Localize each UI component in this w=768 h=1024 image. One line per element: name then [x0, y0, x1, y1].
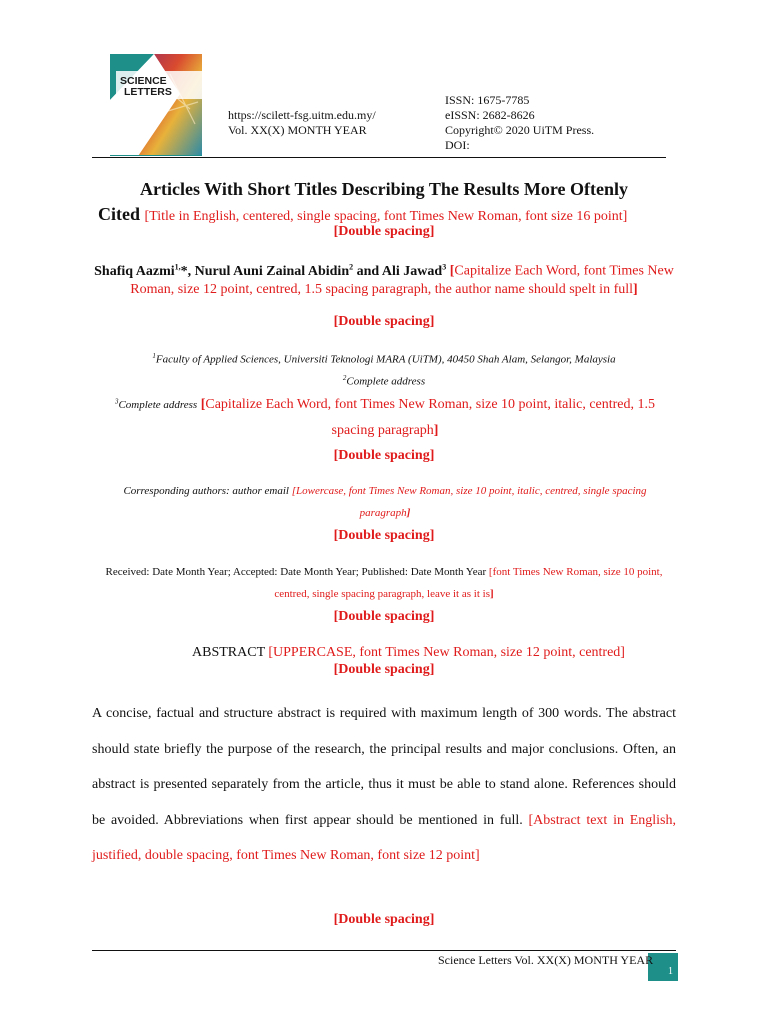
double-spacing-2: [Double spacing] — [333, 314, 435, 329]
authors-instruction: Capitalize Each Word, font Times New Roman, size 12 point, centred, 1.5 spacing paragraph, the author name should spelt in full — [130, 263, 674, 297]
author-3: Ali Jawad — [381, 263, 443, 279]
logo-text-line2: LETTERS — [124, 86, 172, 98]
abstract-body: A concise, factual and structure abstract is required with maximum length of 300 words. The abstract should state briefly the purpose of the research, the principal results and major conclusions. Often, an abstract is presented separately from the article, thus it must be able to stand alone. References should be avoided. Abbreviations when first appear should be mentioned in full. [Abstract text in English, justified, double spacing, font Times New Roman, font size 12 point] — [92, 706, 676, 864]
article-title — [92, 177, 676, 229]
footer-journal: Science Letters Vol. XX(X) MONTH YEAR — [438, 953, 654, 967]
double-spacing-7: [Double spacing] — [333, 912, 435, 927]
doi: DOI: — [445, 138, 470, 152]
affiliation-1: $^1$Faculty of Applied Sciences, Universiti Teknologi MARA (UiTM), 40450 Shah Alam, Selangor, Malaysia — [152, 352, 616, 366]
affiliation-3: $^3$Complete address [Capitalize Each Word, font Times New Roman, size 10 point, italic, centred, 1.5 spacing paragraph] — [114, 397, 656, 438]
journal-url[interactable]: https://scilett-fsg.uitm.edu.my/ — [228, 108, 376, 122]
abstract-heading-instruction: [UPPERCASE, font Times New Roman, size 12 point, centred] — [264, 645, 625, 660]
copyright: Copyright© 2020 UiTM Press. — [445, 123, 595, 137]
double-spacing-3: [Double spacing] — [333, 448, 435, 463]
dates-line: Received: Date Month Year; Accepted: Date Month Year; Published: Date Month Year [font Times New Roman, size 10 point, centred, single spacing paragraph, leave it as it is] — [105, 566, 663, 600]
double-spacing-6: [Double spacing] — [333, 662, 435, 677]
double-spacing-4: [Double spacing] — [333, 528, 435, 543]
authors-block: Shafiq Aazmi$^{1,}$*, Nurul Auni Zainal Abidin$^2$ and Ali Jawad$^3$ [Capitalize Each Word, font Times New Roman, size 12 point, centred, 1.5 spacing paragraph, the author name should spelt in full] — [94, 262, 674, 297]
corresponding-instruction: [Lowercase, font Times New Roman, size 10 point, italic, centred, single spacing paragraph — [291, 485, 647, 519]
issn: ISSN: 1675-7785 — [445, 93, 530, 107]
logo-text-line1: SCIENCE — [120, 75, 167, 87]
dates-instruction: [font Times New Roman, size 10 point, centred, single spacing paragraph, leave it as it is — [274, 566, 663, 600]
abstract-heading: ABSTRACT [UPPERCASE, font Times New Roman, size 12 point, centred] — [192, 645, 625, 660]
corresponding-author: Corresponding authors: author email [Lowercase, font Times New Roman, size 10 point, italic, centred, single spacing paragraph] — [123, 485, 647, 519]
abstract-body-instruction: [Abstract text in English, justified, double spacing, font Times New Roman, font size 12 point] — [92, 812, 676, 864]
footer-divider — [92, 950, 676, 951]
eissn: eISSN: 2682-8626 — [445, 108, 535, 122]
author-2: Nurul Auni Zainal Abidin — [194, 263, 350, 279]
journal-volume: Vol. XX(X) MONTH YEAR — [228, 123, 367, 137]
affiliation-instruction: Capitalize Each Word, font Times New Roman, size 10 point, italic, centred, 1.5 spacing paragraph — [205, 397, 656, 438]
header-right — [445, 93, 594, 153]
title-instruction: [Title in English, centered, single spacing, font Times New Roman, font size 16 point] — [144, 209, 628, 224]
title-line1: Articles With Short Titles Describing The Results More Oftenly — [140, 179, 628, 199]
author-1: Shafiq Aazmi$^{1,}$*, Nurul Auni Zainal Abidin$^2$ and Ali Jawad$^3$ — [94, 262, 447, 279]
double-spacing-5: [Double spacing] — [333, 609, 435, 624]
journal-logo — [110, 54, 202, 156]
header-divider — [92, 157, 666, 158]
affiliation-2: $^2$Complete address — [342, 374, 426, 388]
header-left — [228, 108, 376, 138]
page-number: 1 — [668, 966, 673, 977]
double-spacing-1: [Double spacing] — [333, 224, 435, 239]
title-line2-text: Cited — [98, 204, 140, 224]
